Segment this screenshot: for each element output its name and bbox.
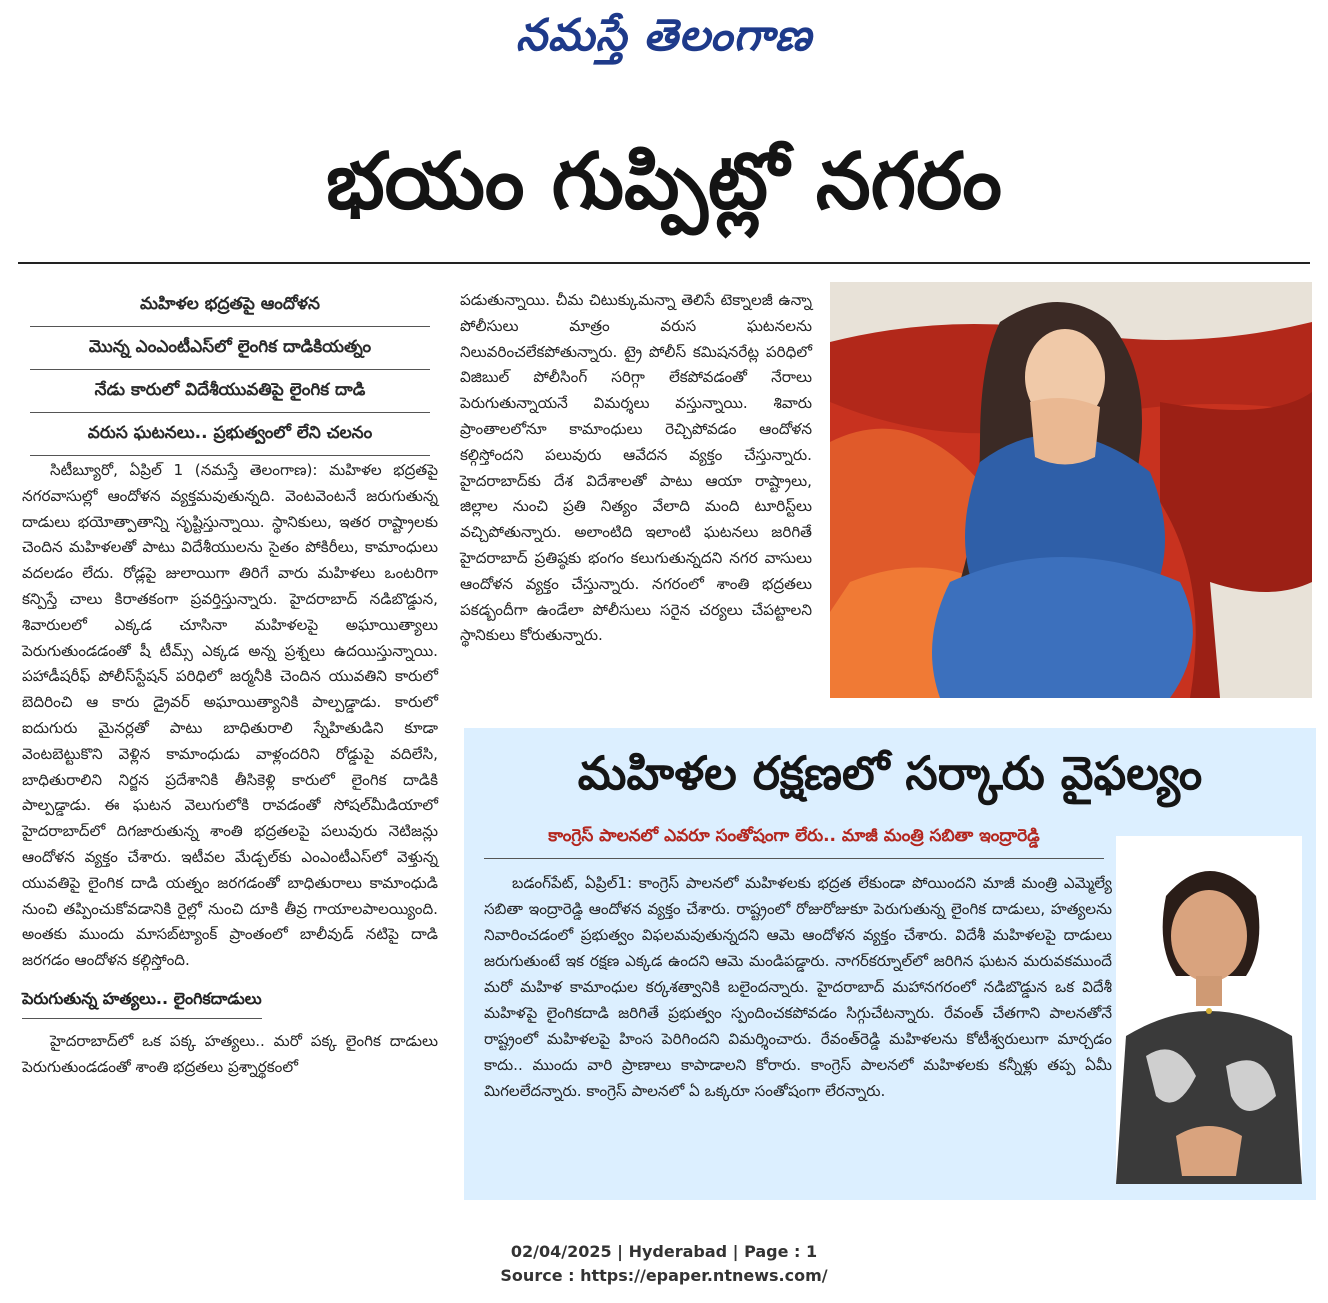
footer	[0, 1240, 1328, 1288]
main-headline: భయం గుప్పిట్లో నగరం	[326, 137, 1002, 227]
masthead-title: నమస్తే తెలంగాణ	[515, 10, 813, 61]
footer-date-line: 02/04/2025 | Hyderabad | Page : 1	[510, 1242, 818, 1261]
subhead-2: మొన్న ఎంఎంటీఎస్‌లో లైంగిక దాడికియత్నం	[30, 331, 430, 370]
box-article	[484, 870, 1112, 1104]
footer-source-line: Source : https://epaper.ntnews.com/	[500, 1266, 828, 1285]
subheads	[30, 288, 430, 460]
portrait-photo	[1116, 836, 1302, 1184]
article-paragraph-2: హైదరాబాద్‌లో ఒక పక్క హత్యలు.. మరో పక్క లైంగిక దాడులు పెరుగుతుండడంతో శాంతి భద్రతలు ప్రశ్నార్థకంలో	[22, 1031, 438, 1076]
illustration-image	[830, 282, 1312, 698]
subhead-3: నేడు కారులో విదేశీయువతిపై లైంగిక దాడి	[30, 374, 430, 413]
headline-divider	[18, 262, 1310, 264]
box-headline: మహిళల రక్షణలో సర్కారు వైఫల్యం	[577, 746, 1203, 800]
box-paragraph: బడంగ్‌పేట్, ఏప్రిల్1: కాంగ్రెస్ పాలనలో మహిళలకు భద్రత లేకుండా పోయిందని మాజీ మంత్రి ఎమ్మెల్యే సబితా ఇంద్రారెడ్డి ఆందోళన వ్యక్తం చేశారు. రాష్ట్రంలో రోజురోజుకూ పెరుగుతున్న లైంగిక దాడులు, హత్యలను నివారించడంలో ప్రభుత్వం విఫలమవుతున్నదని ఆమె ఆందోళన వ్యక్తం చేశారు. విదేశీ మహిళలపై దాడులు జరుగుతుంటే ఇక రక్షణ ఎక్కడ ఉందని ఆమె మండిపడ్డారు. నాగర్‌కర్నూల్‌లో జరిగిన ఘటన మరువకముందే మరో మహిళ కామాంధుల కర్కశత్వానికి బలైందన్నారు. హైదరాబాద్ మహానగరంలో నడిబొడ్డున ఒక విదేశీ మహిళపై లైంగికదాడి జరిగితే ప్రభుత్వం స్పందించకపోవడం సిగ్గుచేటన్నారు. రేవంత్ చేతగాని పాలనతోనే రాష్ట్రంలో మహిళలపై హింస పెరిగిందని విమర్శించారు. రేవంత్‌రెడ్డి మహిళలను కోటీశ్వరులుగా మార్చడం కాదు.. ముందు వారి ప్రాణాలు కాపాడాలని కోరారు. కాంగ్రెస్ పాలనలో మహిళలకు కన్నీళ్లు తప్ప ఏమీ మిగలలేదన్నారు. కాంగ్రెస్ పాలనలో ఏ ఒక్కరూ సంతోషంగా లేరన్నారు.	[484, 874, 1112, 1100]
box-subhead: కాంగ్రెస్ పాలనలో ఎవరూ సంతోషంగా లేరు.. మాజీ మంత్రి సబితా ఇంద్రారెడ్డి	[484, 826, 1104, 859]
subhead-4: వరుస ఘటనలు.. ప్రభుత్వంలో లేని చలనం	[30, 417, 430, 456]
article-paragraph-1: సిటీబ్యూరో, ఏప్రిల్ 1 (నమస్తే తెలంగాణ): మహిళల భద్రతపై నగరవాసుల్లో ఆందోళన వ్యక్తమవుతున్నది. వెంటవెంటనే జరుగుతున్న దాడులు భయోత్పాతాన్ని సృష్టిస్తున్నాయి. స్థానికులు, ఇతర రాష్ట్రాలకు చెందిన మహిళలతో పాటు విదేశీయులను సైతం పోకిరీలు, కామాంధులు వదలడం లేదు. రోడ్లపై జులాయిగా తిరిగే వారు మహిళలు ఒంటరిగా కన్పిస్తే చాలు కిరాతకంగా ప్రవర్తిస్తున్నారు. హైదరాబాద్ నడిబొడ్డున, శివారులలో ఎక్కడ చూసినా మహిళలపై అఘాయిత్యాలు పెరుగుతుండడంతో షీ టీమ్స్ ఎక్కడ అన్న ప్రశ్నలు ఉదయిస్తున్నాయి. పహాడీషరీఫ్ పోలీస్‌స్టేషన్ పరిధిలో జర్మనీకి చెందిన యువతిని కారులో బెదిరించి ఆ కారు డ్రైవర్ అఘాయిత్యానికి పాల్పడ్డాడు. కారులో ఐదుగురు మైనర్లతో పాటు బాధితురాలి స్నేహితుడిని కూడా వెంటబెట్టుకొని వెళ్లిన కామాంధుడు వాళ్లందరిని రోడ్డుపై వదిలేసి, బాధితురాలిని నిర్జన ప్రదేశానికి తీసికెళ్లి కారులో లైంగిక దాడికి పాల్పడ్డాడు. ఈ ఘటన వెలుగులోకి రావడంతో సోషల్‌మీడియాలో హైదరాబాద్‌లో దిగజారుతున్న శాంతి భద్రతలపై పలువురు నెటిజన్లు ఆందోళన వ్యక్తం చేశారు. ఇటీవల మేడ్చల్‌కు ఎంఎంటీఎస్‌లో వెళ్తున్న యువతిపై లైంగిక దాడి యత్నం జరగడంతో బాధితురాలు కామాంధుడి నుంచి తప్పించుకోవడానికి రైల్లో నుంచి దూకి తీవ్ర గాయాలపాలయ్యింది. అంతకు ముందు మాసబ్‌ట్యాంక్ ప్రాంతంలో బాలీవుడ్ నటిపై దాడి జరగడం ఆందోళన కల్గిస్తోంది.	[22, 461, 438, 970]
subhead-1: మహిళల భద్రతపై ఆందోళన	[30, 288, 430, 327]
inner-subhead: పెరుగుతున్న హత్యలు.. లైంగికదాడులు	[22, 982, 262, 1019]
article-column-1	[22, 458, 438, 1080]
article-paragraph-3: పడుతున్నాయి. చీమ చిటుక్కుమన్నా తెలిసే టెక్నాలజీ ఉన్నా పోలీసులు మాత్రం వరుస ఘటనలను నిలువరించలేకపోతున్నారు. ట్రై పోలీస్ కమిషనరేట్ల పరిధిలో విజిబుల్ పోలీసింగ్ సరిగ్గా లేకపోవడంతో నేరాలు పెరుగుతున్నాయనే విమర్శలు వస్తున్నాయి. శివారు ప్రాంతాలలోనూ కామాంధులు రెచ్చిపోవడం ఆందోళన కల్గిస్తోందని పలువురు ఆవేదన వ్యక్తం చేస్తున్నారు. హైదరాబాద్‌కు దేశ విదేశాలతో పాటు ఆయా రాష్ట్రాలు, జిల్లాల నుంచి ప్రతి నిత్యం వేలాది మంది టూరిస్ట్‌లు వచ్చిపోతున్నారు. అలాంటిది ఇలాంటి ఘటనలు జరిగితే హైదరాబాద్ ప్రతిష్ఠకు భంగం కలుగుతున్నదని నగర వాసులు ఆందోళన వ్యక్తం చేస్తున్నారు. నగరంలో శాంతి భద్రతలు పకడ్బందీగా ఉండేలా పోలీసులు సరైన చర్యలు చేపట్టాలని స్థానికులు కోరుతున్నారు.	[460, 291, 812, 645]
masthead	[0, 0, 1328, 78]
article-column-2	[460, 288, 812, 649]
